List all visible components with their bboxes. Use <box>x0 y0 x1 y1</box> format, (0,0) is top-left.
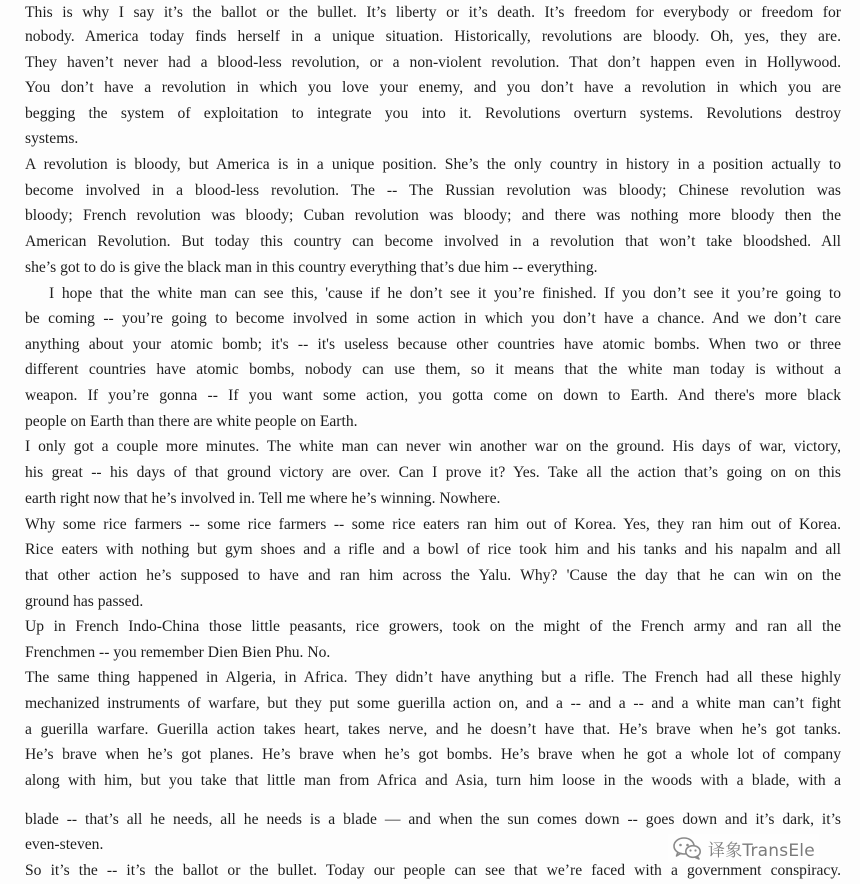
text-line: become involved in a blood-less revolution. The -- The Russian revolution was bloody; Chinese revolution was <box>25 182 841 199</box>
text-line: that other action he’s supposed to have and ran him across the Yalu. Why? 'Cause the day that he can win on the <box>25 567 841 584</box>
text-line: even-steven. <box>25 836 104 853</box>
watermark-text: 译象TransEle <box>708 840 815 861</box>
text-line: mechanized instruments of warfare, but they put some guerilla action on, and a -- and a -- and a white man can’t fight <box>25 695 841 712</box>
text-line: Up in French Indo-China those little peasants, rice growers, took on the might of the French army and ran all the <box>25 618 841 635</box>
text-line: blade -- that’s all he needs, all he needs is a blade — and when the sun comes down -- goes down and it’s dark, it’s <box>25 811 841 828</box>
text-line: bloody; French revolution was bloody; Cuban revolution was bloody; and there was nothing more bloody then the <box>25 207 841 224</box>
text-line: along with him, but you take that little man from Africa and Asia, turn him loose in the woods with a blade, with a <box>25 772 841 789</box>
text-line: He’s brave when he’s got planes. He’s brave when he’s got bombs. He’s brave when he got a whole lot of company <box>25 746 841 763</box>
text-line: begging the system of exploitation to integrate you into it. Revolutions overturn systems. Revolutions destroy <box>25 105 841 122</box>
text-line: she’s got to do is give the black man in this country everything that’s due him -- everything. <box>25 259 598 276</box>
text-line: This is why I say it’s the ballot or the bullet. It’s liberty or it’s death. It’s freedom for everybody or freedom for <box>25 4 841 21</box>
text-line: earth right now that he’s involved in. Tell me where he’s winning. Nowhere. <box>25 490 501 507</box>
text-line: ground has passed. <box>25 593 144 610</box>
text-line: American Revolution. But today this country can become involved in a revolution that won’t take bloodshed. All <box>25 233 841 250</box>
text-line: different countries have atomic bombs, nobody can use them, so it means that the white man today is without a <box>25 361 841 378</box>
text-line: They haven’t never had a blood-less revolution, or a non-violent revolution. That don’t happen even in Hollywood. <box>25 54 841 71</box>
text-line: be coming -- you’re going to become involved in some action in which you don’t have a chance. And we don’t care <box>25 310 841 327</box>
text-line: a guerilla warfare. Guerilla action takes heart, takes nerve, and he doesn’t have that. He’s brave when he’s got tanks. <box>25 721 841 738</box>
text-line: nobody. America today finds herself in a unique situation. Historically, revolutions are bloody. Oh, yes, they are. <box>25 28 841 45</box>
text-line: I only got a couple more minutes. The white man can never win another war on the ground. His days of war, victory, <box>25 438 841 455</box>
text-line: I hope that the white man can see this, 'cause if he don’t see it you’re finished. If you don’t see it you’re going to <box>49 285 841 302</box>
text-line: people on Earth than there are white people on Earth. <box>25 413 358 430</box>
text-line: Frenchmen -- you remember Dien Bien Phu. No. <box>25 644 331 661</box>
text-line: weapon. If you’re gonna -- If you want some action, you gotta come on down to Earth. And there's more black <box>25 387 841 404</box>
text-line: You don’t have a revolution in which you love your enemy, and you don’t have a revolution in which you are <box>25 79 841 96</box>
text-line: A revolution is bloody, but America is in a unique position. She’s the only country in history in a position actually to <box>25 156 841 173</box>
text-line: his great -- his days of that ground victory are over. Can I prove it? Yes. Take all the action that’s going on on this <box>25 464 841 481</box>
text-line: anything about your atomic bomb; it's -- it's useless because other countries have atomic bombs. When two or three <box>25 336 841 353</box>
watermark <box>668 834 819 862</box>
wechat-icon <box>672 836 702 860</box>
text-line: The same thing happened in Algeria, in Africa. They didn’t have anything but a rifle. The French had all these highly <box>25 669 841 686</box>
text-line: Rice eaters with nothing but gym shoes and a rifle and a bowl of rice took him and his tanks and his napalm and all <box>25 541 841 558</box>
text-line: systems. <box>25 130 79 147</box>
text-line: Why some rice farmers -- some rice farmers -- some rice eaters ran him out of Korea. Yes, they ran him out of Korea. <box>25 516 841 533</box>
text-line: So it’s the -- it’s the ballot or the bullet. Today our people can see that we’re faced with a government conspiracy. <box>25 862 841 879</box>
